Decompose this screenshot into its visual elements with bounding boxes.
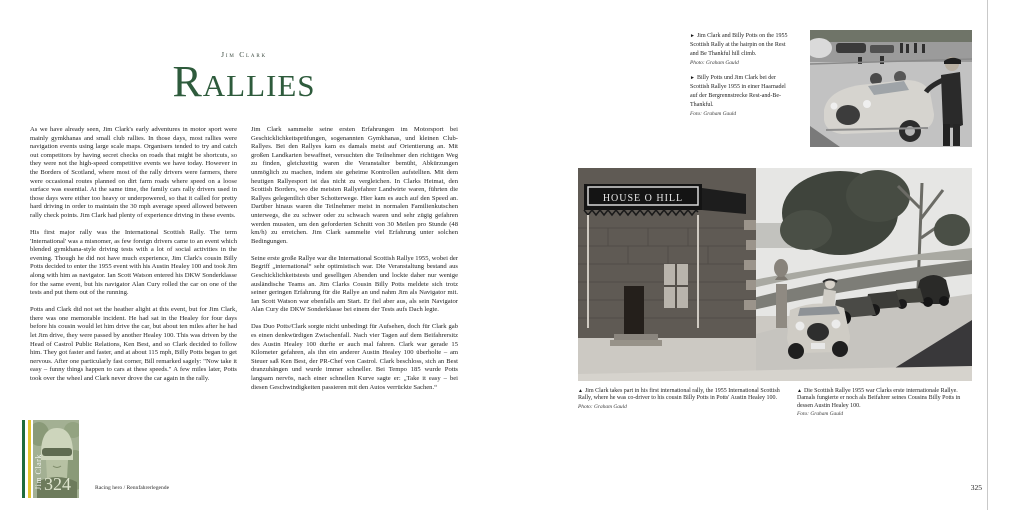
stamp-driver-name: Jim Clark: [34, 454, 43, 490]
arrow-up-icon: ▲: [797, 389, 802, 394]
caption-text: Jim Clark takes part in his first international rally, the 1955 International Scottish Rally, where he was co-driver to his cousin Billy Potts in Potts' Austin Healey 100.: [578, 388, 780, 402]
top-caption-block: [690, 32, 792, 125]
photo-credit: Foto: Graham Gauld: [797, 411, 844, 418]
english-paragraph: His first major rally was the International Scottish Rally. The term 'International' was a misnomer, as few foreign drivers came to an event which blended gymkhana-style driving tests with a lot of social activities in the evening. Though he did not have much experience, Jim Clark's cousin Billy Potts decided to enter the 1955 event with his Austin Healey 100 and took Jim along with him as navigator. Ian Scott Watson entered his DKW Sonderklasse for the same event, but his navigator Alan Cury rolled the car on one of the tests and put them out of the running.: [30, 229, 237, 297]
arrow-up-icon: ▲: [578, 389, 583, 394]
caption-text: Die Scottish Rallye 1955 war Clarks erste internationale Rallye. Damals fungierte er noch als Beifahrer seines Cousins Billy Potts in dessen Austin Healey 100.: [797, 388, 961, 409]
chapter-title: Rallies: [172, 57, 316, 106]
caption-text: Billy Potts und Jim Clark bei der Scottish Rallye 1955 in einer Haarnadel auf der Bergrennstrecke Rest-and-Be-Thankful.: [690, 75, 786, 108]
house-o-hill-photo: [578, 168, 972, 381]
german-paragraph: Seine erste große Rallye war die International Scottish Rallye 1955, wobei der Begriff „international“ sehr optimistisch war. Die Veranstaltung bestand aus Geschicklichkeitstests und geselligen Abenden und lockte daher nur wenige ausländische Teams an. Jim Clarks Cousin Billy Potts meldete sich trotz seiner geringen Erfahrung für die Rallye an und nahm Jim als Navigator mit. Ian Scott Watson war ebenfalls am Start. Er fiel aber aus, als sein Navigator Alan Cury die DKW Sonderklasse bei einem der Tests aufs Dach legte.: [251, 254, 458, 314]
stamp-yellow-stripe: [28, 420, 31, 498]
photo-credit: Photo: Graham Gauld: [578, 403, 627, 410]
german-paragraph: Jim Clark sammelte seine ersten Erfahrungen im Motorsport bei Geschicklichkeitsprüfungen, sogenannten Gymkhanas, und kleinen Club-Rallyes. Bei den Rallyes kam es damals meist auf Orientierung an. Mit großen Landkarten bewaffnet, versuchten die Teilnehmer den richtigen Weg zu finden, gleichzeitig waren die Veranstalter bemüht, Abkürzungen unmöglich zu machen, indem sie geheime Kontrollen aufstellten. Mit dem heutigen Rallyesport ist das nicht zu vergleichen. In Clarks Heimat, den Scottish Borders, wo die meisten Rallyefahrer Landwirte waren, führten die Rallyes gelegentlich über Schotterwege. Hier kam es auch auf den Speed an. Darüber hinaus waren die Teilnehmer meist in normalen Familienkutschen unterwegs, die zu schwer oder zu schwach waren und sehr zügig gefahren werden mussten, um den geforderten Schnitt von 30 Meilen pro Stunde (48 km/h) zu erreichen. Jim Clark sammelte viel Erfahrung unter solchen Bedingungen.: [251, 126, 458, 245]
stamp-page-number: 324: [44, 474, 71, 494]
page-number: 325: [970, 483, 982, 492]
caption-german: [690, 74, 792, 118]
caption-text: Jim Clark and Billy Potts on the 1955 Scottish Rally at the hairpin on the Rest and Be Thankful hill climb.: [690, 33, 788, 57]
hairpin-photo: [810, 30, 972, 147]
german-paragraph: Das Duo Potts/Clark sorgte nicht unbedingt für Aufsehen, doch für Clark gab es einen denkwürdigen Zwischenfall. Nach vier Tagen auf dem Beifahrersitz des Austin Healey 100 durfte er auch mal fahren. Clark war gerade 15 Kilometer gefahren, als ihn ein anderer Austin Healey 100 überholte – am Steuer saß Ken Best, der PR-Chef von Castrol. Clark beschloss, sich an Best dranzuhängen und wurde immer schneller. Bei Tempo 185 wurde Potts langsam nervös, nach einer schnellen Kurve sagte er: „Take it easy – bei diesen Geschwindigkeiten passieren mit den Autos verrückte Sachen.“: [251, 323, 458, 391]
stamp-green-stripe: [22, 420, 25, 498]
body-text-columns: [30, 126, 458, 401]
page-edge-line: [987, 0, 988, 510]
chapter-header: [30, 50, 458, 104]
chapter-kicker: Jim Clark: [221, 50, 267, 59]
bottom-caption-english: [578, 388, 790, 411]
photo-credit: Photo: Graham Gauld: [690, 60, 739, 66]
bottom-caption-german: [797, 388, 973, 418]
arrow-right-icon: ►: [690, 76, 695, 81]
jim-clark-stamp: [22, 420, 80, 498]
english-paragraph: Potts and Clark did not set the heather alight at this event, but for Jim Clark, there was one memorable incident. He had sat in the Healey for four days before his cousin would let him drive the car, but about ten miles after he had let Jim drive, they were passed by another Healey 100. This was driven by the Head of Castrol Public Relations, Ken Best, and so Clark decided to follow him. They got faster and faster, and at about 115 mph, Billy Potts began to get nervous. After one particularly fast corner, Bill remarked sagely: "Now take it easy – funny things happen to cars at these speeds." A few miles later, Potts took over the wheel and Clark never drove the car again in the rally.: [30, 306, 237, 383]
house-o-hill-sign: HOUSE O HILL: [602, 193, 684, 204]
german-column: [251, 126, 458, 401]
caption-english: [690, 32, 792, 67]
english-column: [30, 126, 237, 401]
arrow-right-icon: ►: [690, 34, 695, 39]
english-paragraph: As we have already seen, Jim Clark's early adventures in motor sport were mainly gymkhanas and small club rallies. In those days, most rallies were navigation events using large scale maps. Organisers tended to try and catch out competitors by having secret checks on roads that might be shortcuts, so they were not the high-speed competitive events we have today. However in the Borders of Scotland, where most of the rally drivers were farmers, there were occasional routes planned on dirt farm roads where speed on a loose surface was essential. At the same time, the family cars rally drivers used in those days were either too heavy or underpowered, so that it called for pretty hard driving in order to maintain the 30 mph average speed allowed between rally check points. Jim Clark had plenty of experience driving in these events.: [30, 126, 237, 219]
running-footer: Racing hero / Rennfahrerlegende: [95, 485, 170, 491]
photo-credit: Foto: Graham Gauld: [690, 111, 737, 117]
